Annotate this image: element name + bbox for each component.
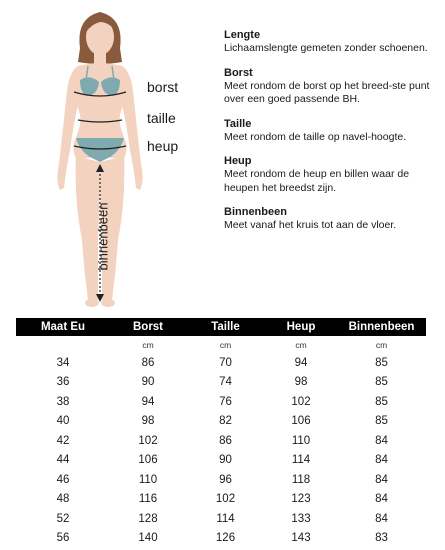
taille-label: taille [147, 110, 176, 126]
table-cell: 140 [138, 532, 158, 545]
table-cell: 110 [138, 473, 158, 486]
table-cell: 98 [294, 376, 308, 389]
table-cell: 90 [219, 454, 232, 467]
definition-lengte [224, 28, 442, 56]
table-cell: 85 [375, 356, 388, 369]
table-cell: 110 [291, 434, 311, 447]
definition-binnenbeen [224, 205, 442, 233]
table-row [16, 490, 426, 510]
definition-text: Lichaamslengte gemeten zonder schoenen. [224, 42, 428, 54]
definition-title: Borst [224, 66, 253, 79]
table-cell: 114 [291, 454, 311, 467]
definition-text: Meet rondom de heup en billen waar de heupen het breedst zijn. [224, 168, 410, 194]
header-borst: Borst [132, 321, 164, 333]
unit-row [16, 336, 426, 353]
table-row [16, 353, 426, 373]
table-cell: 46 [56, 473, 70, 486]
definition-text: Meet rondom de borst op het breed-ste punt over een goed passende BH. [224, 79, 430, 105]
table-cell: 48 [56, 493, 70, 506]
size-table [16, 318, 426, 548]
unit-cell: cm [375, 339, 388, 350]
table-header [16, 318, 426, 336]
table-cell: 133 [291, 512, 311, 525]
table-cell: 126 [215, 532, 236, 545]
binnenbeen-label: binnenbeen [95, 202, 111, 271]
header-heup: Heup [286, 321, 316, 333]
header-maat-eu: Maat Eu [40, 321, 86, 333]
table-cell: 40 [56, 415, 70, 428]
table-cell: 143 [291, 532, 311, 545]
definition-text: Meet rondom de taille op navel-hoogte. [224, 130, 407, 143]
table-cell: 84 [375, 473, 388, 486]
table-cell: 82 [219, 415, 232, 428]
table-cell: 85 [375, 415, 388, 428]
table-cell: 98 [141, 415, 155, 428]
table-cell: 102 [138, 434, 158, 447]
body-figure [0, 0, 215, 315]
table-cell: 106 [291, 415, 311, 428]
table-cell: 38 [56, 395, 70, 408]
table-cell: 70 [219, 356, 232, 369]
table-cell: 118 [291, 473, 311, 486]
table-cell: 86 [219, 434, 232, 447]
table-cell: 116 [138, 493, 158, 506]
table-cell: 128 [138, 512, 158, 525]
table-cell: 86 [141, 356, 155, 369]
table-cell: 90 [141, 376, 155, 389]
table-cell: 42 [56, 434, 70, 447]
table-cell: 123 [291, 493, 311, 506]
table-cell: 52 [56, 512, 70, 525]
definition-title: Heup [224, 155, 252, 167]
table-row [16, 412, 426, 432]
header-binnenbeen: Binnenbeen [348, 321, 415, 333]
table-cell: 85 [375, 376, 388, 389]
table-row [16, 509, 426, 529]
definition-title: Binnenbeen [224, 206, 287, 218]
definition-title: Lengte [224, 29, 261, 41]
table-cell: 34 [56, 356, 70, 369]
definition-heup [224, 154, 442, 195]
table-cell: 84 [375, 434, 388, 447]
table-cell: 76 [219, 395, 232, 408]
table-cell: 94 [294, 356, 308, 369]
unit-cell: cm [142, 339, 154, 350]
table-cell: 36 [56, 376, 70, 389]
unit-cell: cm [295, 339, 307, 350]
table-cell: 84 [375, 512, 388, 525]
table-row [16, 529, 426, 549]
table-cell: 83 [375, 532, 388, 545]
borst-label: borst [147, 79, 179, 95]
definition-taille [224, 117, 442, 145]
table-cell: 84 [375, 454, 388, 467]
table-cell: 85 [375, 395, 388, 408]
table-body [16, 353, 426, 548]
table-cell: 106 [138, 454, 158, 467]
table-cell: 44 [56, 454, 70, 467]
table-row [16, 431, 426, 451]
table-row [16, 470, 426, 490]
definition-borst [224, 66, 442, 107]
table-cell: 56 [56, 532, 70, 545]
heup-label: heup [147, 138, 179, 154]
table-cell: 102 [291, 395, 311, 408]
table-cell: 94 [141, 395, 155, 408]
definition-title: Taille [224, 117, 252, 130]
table-cell: 114 [216, 512, 235, 525]
header-taille: Taille [211, 321, 240, 333]
measurement-definitions [224, 28, 442, 243]
table-row [16, 373, 426, 393]
table-row [16, 392, 426, 412]
table-cell: 84 [375, 493, 388, 506]
table-cell: 96 [219, 473, 232, 486]
table-cell: 74 [219, 376, 232, 389]
table-cell: 102 [215, 493, 236, 506]
definition-text: Meet vanaf het kruis tot aan de vloer. [224, 219, 397, 231]
table-row [16, 451, 426, 471]
unit-cell: cm [219, 339, 232, 350]
